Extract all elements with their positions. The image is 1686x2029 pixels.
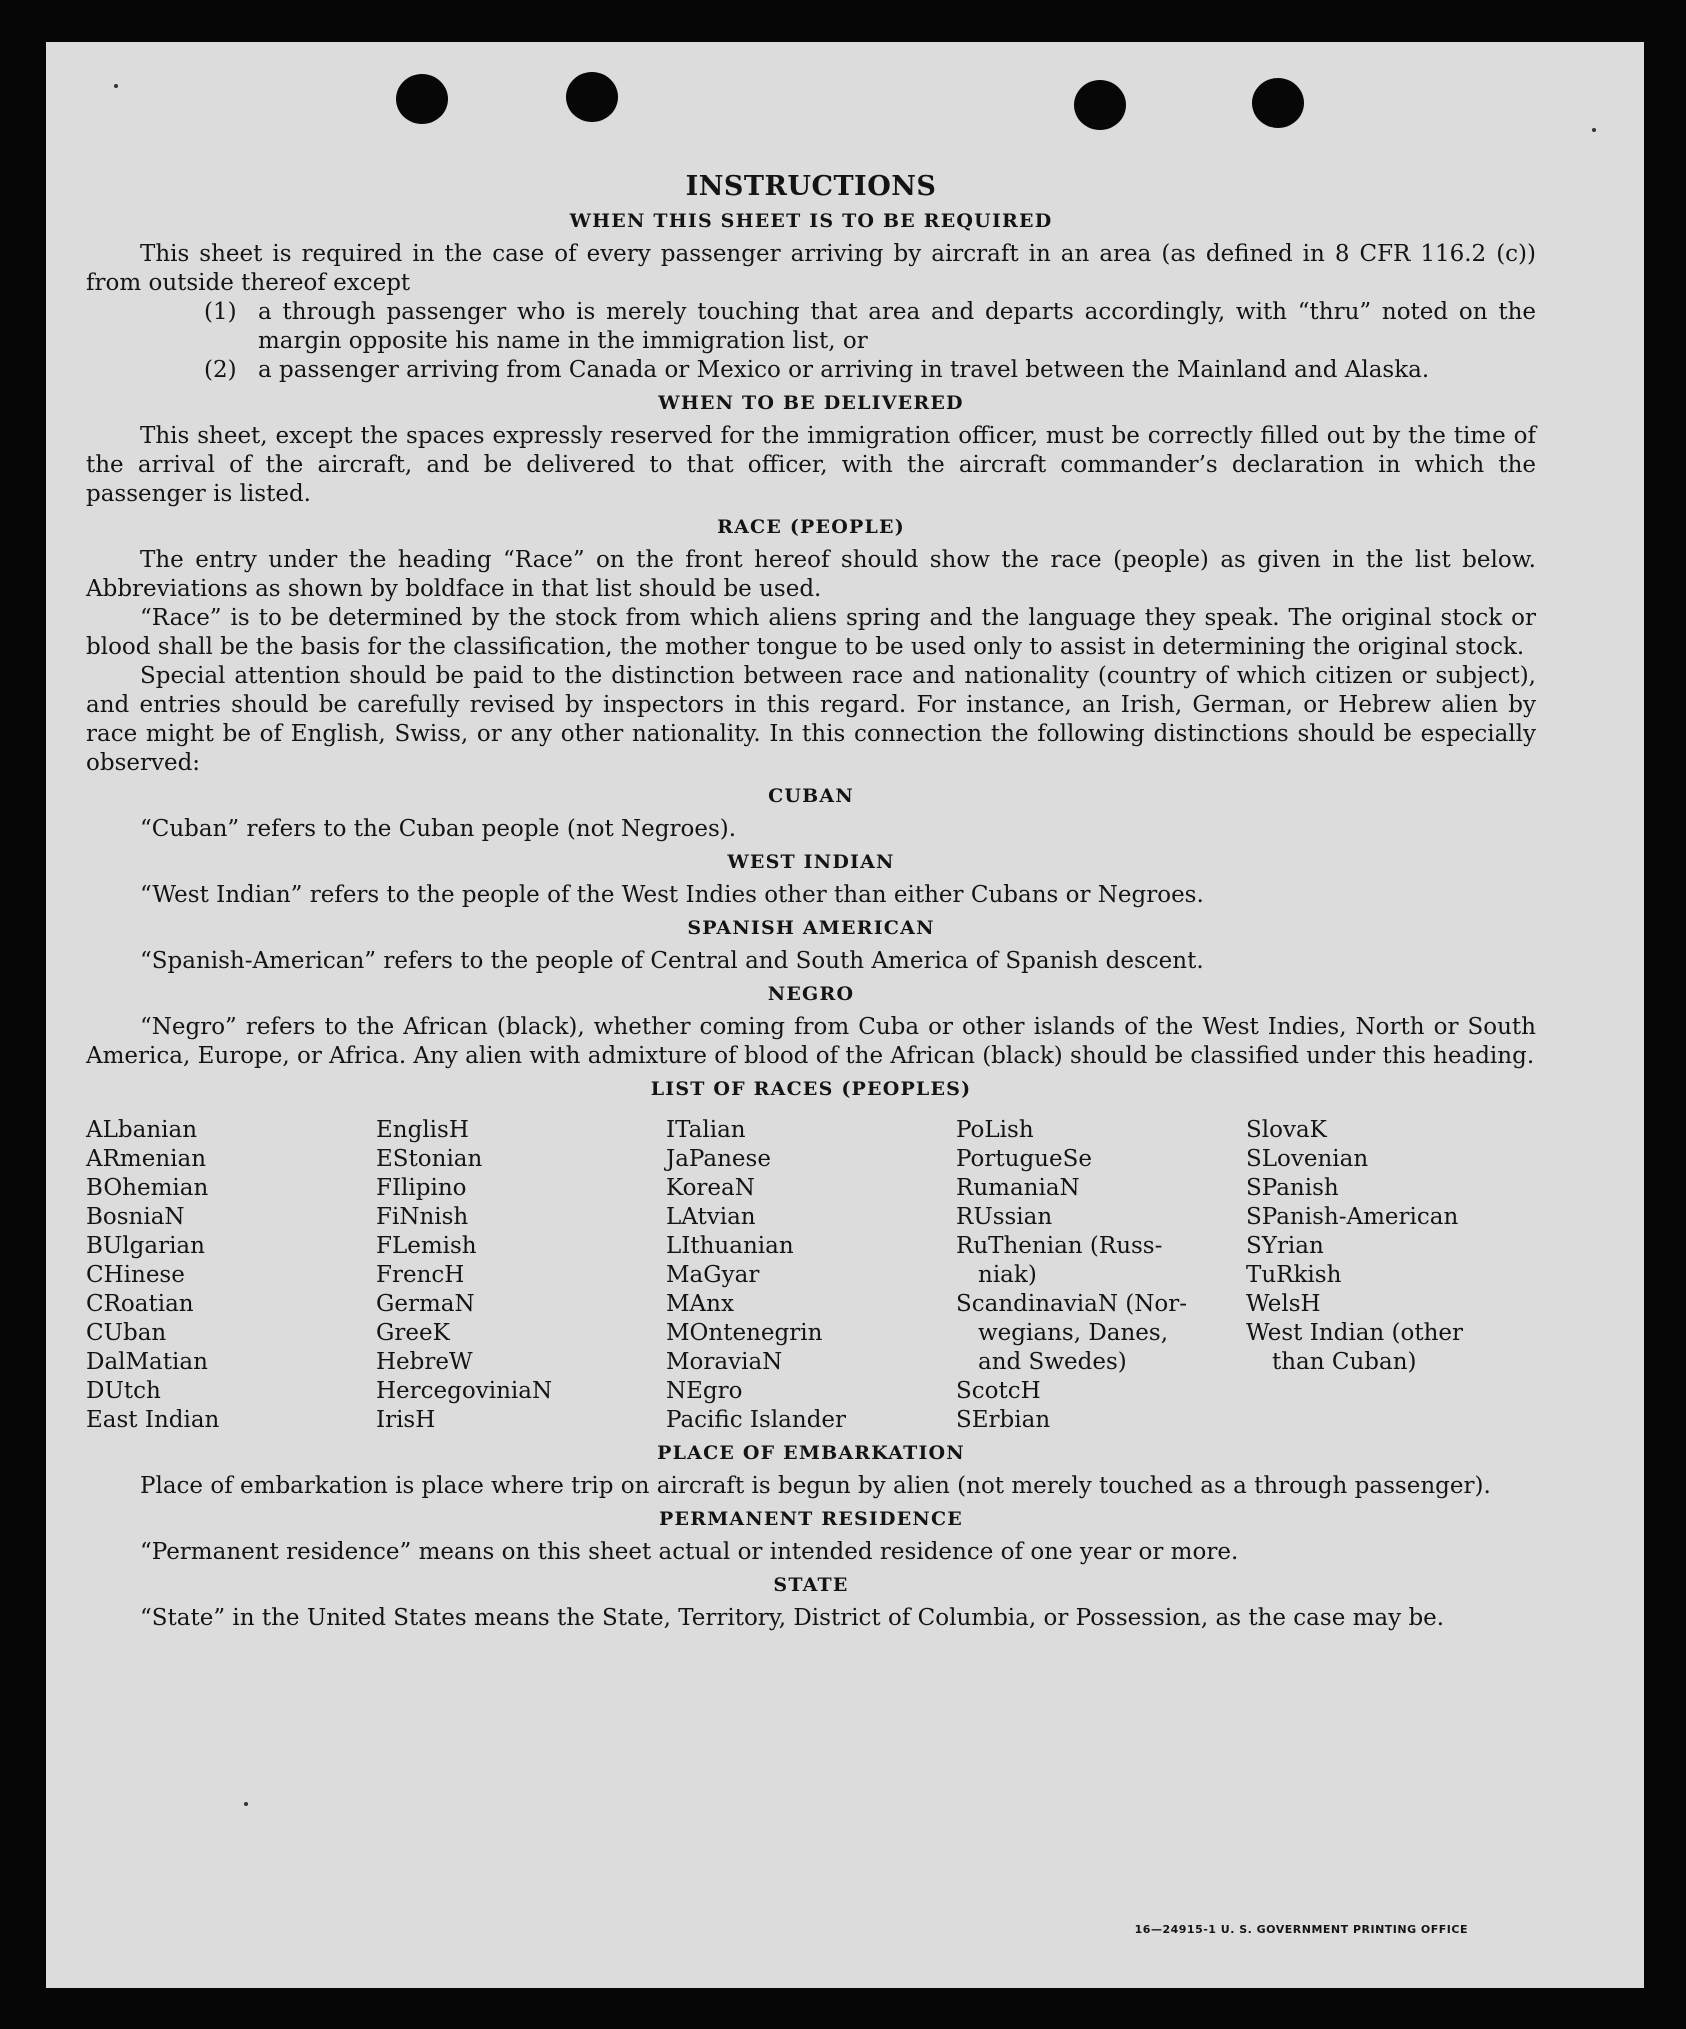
- race-entry: BOhemian: [86, 1175, 209, 1201]
- list-item: [204, 298, 1536, 356]
- race-entry: Pacific Islander: [666, 1407, 847, 1433]
- race-entry: LIthuanian: [666, 1233, 794, 1259]
- heading-when-delivered: WHEN TO BE DELIVERED: [658, 392, 964, 414]
- heading-west-indian: WEST INDIAN: [727, 851, 895, 873]
- race-entry: CUban: [86, 1320, 167, 1346]
- race-entry: PoLish: [956, 1117, 1034, 1143]
- race-entry: MAnx: [666, 1291, 734, 1317]
- race-paragraph: “Race” is to be determined by the stock from which aliens spring and the language they speak. The original stock or blood shall be the basis for the classification, the mother tongue to be used only to assist in determining the original stock.: [86, 605, 1536, 660]
- heading-state: STATE: [773, 1574, 849, 1596]
- races-column: [376, 1116, 666, 1435]
- race-entry: SlovaK: [1246, 1117, 1327, 1143]
- race-entry: ScandinaviaN (Nor-: [956, 1291, 1187, 1317]
- race-entry: MOntenegrin: [666, 1320, 823, 1346]
- residence-text: “Permanent residence” means on this sheet actual or intended residence of one year or more.: [140, 1539, 1239, 1565]
- instructions-content: [86, 172, 1536, 1633]
- race-entry: KoreaN: [666, 1175, 755, 1201]
- heading-spanish-american: SPANISH AMERICAN: [687, 917, 935, 939]
- heading-permanent-residence: PERMANENT RESIDENCE: [659, 1508, 963, 1530]
- race-entry: ScotcH: [956, 1378, 1041, 1404]
- race-entry: SErbian: [956, 1407, 1051, 1433]
- race-entry: FiNnish: [376, 1204, 469, 1230]
- race-entry: MoraviaN: [666, 1349, 783, 1375]
- race-entry: FrencH: [376, 1262, 465, 1288]
- race-paragraph: Special attention should be paid to the distinction between race and nationality (country of which citizen or subject), and entries should be carefully revised by inspectors in this regard. For instance, an Irish, German, or Hebrew alien by race might be of English, Swiss, or any other nationality. In this connection the following distinctions should be especially observed:: [86, 663, 1536, 776]
- race-entry: BUlgarian: [86, 1233, 205, 1259]
- heading-list-of-races: LIST OF RACES (PEOPLES): [650, 1078, 972, 1100]
- race-entry: wegians, Danes,: [978, 1320, 1169, 1346]
- item-text: a passenger arriving from Canada or Mexico or arriving in travel between the Mainland and Alaska.: [258, 357, 1430, 383]
- punch-hole: [396, 74, 448, 124]
- heading-cuban: CUBAN: [768, 785, 854, 807]
- races-column: [666, 1116, 956, 1435]
- heading-negro: NEGRO: [767, 983, 855, 1005]
- race-entry: GermaN: [376, 1291, 475, 1317]
- race-entry: ARmenian: [86, 1146, 207, 1172]
- race-entry: CRoatian: [86, 1291, 194, 1317]
- race-entry: and Swedes): [978, 1349, 1127, 1375]
- punch-hole: [566, 72, 618, 122]
- state-text: “State” in the United States means the State, Territory, District of Columbia, or Possession, as the case may be.: [140, 1605, 1445, 1631]
- race-entry: RumaniaN: [956, 1175, 1080, 1201]
- race-entry: IrisH: [376, 1407, 436, 1433]
- race-entry: ALbanian: [86, 1117, 198, 1143]
- race-entry: East Indian: [86, 1407, 220, 1433]
- printer-imprint: 16—24915-1 U. S. GOVERNMENT PRINTING OFFICE: [1134, 1923, 1468, 1936]
- heading-place-of-embarkation: PLACE OF EMBARKATION: [657, 1442, 965, 1464]
- punch-hole: [1074, 80, 1126, 130]
- cuban-text: “Cuban” refers to the Cuban people (not Negroes).: [140, 816, 737, 842]
- race-entry: WelsH: [1246, 1291, 1321, 1317]
- page-title: INSTRUCTIONS: [685, 171, 937, 202]
- race-entry: EStonian: [376, 1146, 483, 1172]
- item-number: (2): [204, 357, 237, 383]
- embarkation-text: Place of embarkation is place where trip on aircraft is begun by alien (not merely touched as a through passenger).: [140, 1473, 1491, 1499]
- punch-hole: [1252, 78, 1304, 128]
- races-column: [86, 1116, 376, 1435]
- west-indian-text: “West Indian” refers to the people of the West Indies other than either Cubans or Negroes.: [140, 882, 1204, 908]
- when-delivered-text: This sheet, except the spaces expressly reserved for the immigration officer, must be correctly filled out by the time of the arrival of the aircraft, and be delivered to that officer, with the aircraft commander’s declaration in which the passenger is listed.: [86, 423, 1536, 507]
- race-entry: RuThenian (Russ-: [956, 1233, 1163, 1259]
- race-entry: SPanish-American: [1246, 1204, 1459, 1230]
- race-entry: CHinese: [86, 1262, 185, 1288]
- race-entry: West Indian (other: [1246, 1320, 1464, 1346]
- races-column: [1246, 1116, 1536, 1435]
- speck: [1592, 128, 1596, 132]
- race-entry: NEgro: [666, 1378, 743, 1404]
- item-number: (1): [204, 299, 237, 325]
- race-entry: LAtvian: [666, 1204, 756, 1230]
- item-text: a through passenger who is merely touching that area and departs accordingly, with “thru” noted on the margin opposite his name in the immigration list, or: [258, 299, 1536, 354]
- race-entry: ITalian: [666, 1117, 746, 1143]
- race-entry: JaPanese: [666, 1146, 771, 1172]
- negro-text: “Negro” refers to the African (black), whether coming from Cuba or other islands of the West Indies, North or South America, Europe, or Africa. Any alien with admixture of blood of the African (black) should be classified under this heading.: [86, 1014, 1536, 1069]
- race-entry: SPanish: [1246, 1175, 1339, 1201]
- race-entry: RUssian: [956, 1204, 1053, 1230]
- when-required-intro: This sheet is required in the case of every passenger arriving by aircraft in an area (as defined in 8 CFR 116.2 (c)) from outside thereof except: [86, 241, 1536, 296]
- race-entry: FLemish: [376, 1233, 477, 1259]
- list-item: [204, 356, 1536, 385]
- heading-race: RACE (PEOPLE): [717, 516, 905, 538]
- race-entry: FIlipino: [376, 1175, 467, 1201]
- races-list: [86, 1116, 1536, 1435]
- race-entry: HebreW: [376, 1349, 473, 1375]
- document-sheet: [46, 42, 1644, 1988]
- race-entry: GreeK: [376, 1320, 450, 1346]
- race-entry: TuRkish: [1246, 1262, 1342, 1288]
- race-entry: than Cuban): [1272, 1349, 1417, 1375]
- speck: [244, 1802, 248, 1806]
- race-entry: DUtch: [86, 1378, 161, 1404]
- race-entry: BosniaN: [86, 1204, 185, 1230]
- race-entry: EnglisH: [376, 1117, 469, 1143]
- race-entry: PortugueSe: [956, 1146, 1092, 1172]
- spanish-american-text: “Spanish-American” refers to the people of Central and South America of Spanish descent.: [140, 948, 1204, 974]
- race-entry: SYrian: [1246, 1233, 1324, 1259]
- race-entry: HercegoviniaN: [376, 1378, 553, 1404]
- races-column: [956, 1116, 1246, 1435]
- heading-when-required: WHEN THIS SHEET IS TO BE REQUIRED: [569, 210, 1053, 232]
- race-entry: niak): [978, 1262, 1037, 1288]
- race-paragraph: The entry under the heading “Race” on the front hereof should show the race (people) as given in the list below. Abbreviations as shown by boldface in that list should be used.: [86, 547, 1536, 602]
- race-entry: DalMatian: [86, 1349, 208, 1375]
- race-entry: MaGyar: [666, 1262, 760, 1288]
- race-entry: SLovenian: [1246, 1146, 1369, 1172]
- speck: [114, 84, 118, 88]
